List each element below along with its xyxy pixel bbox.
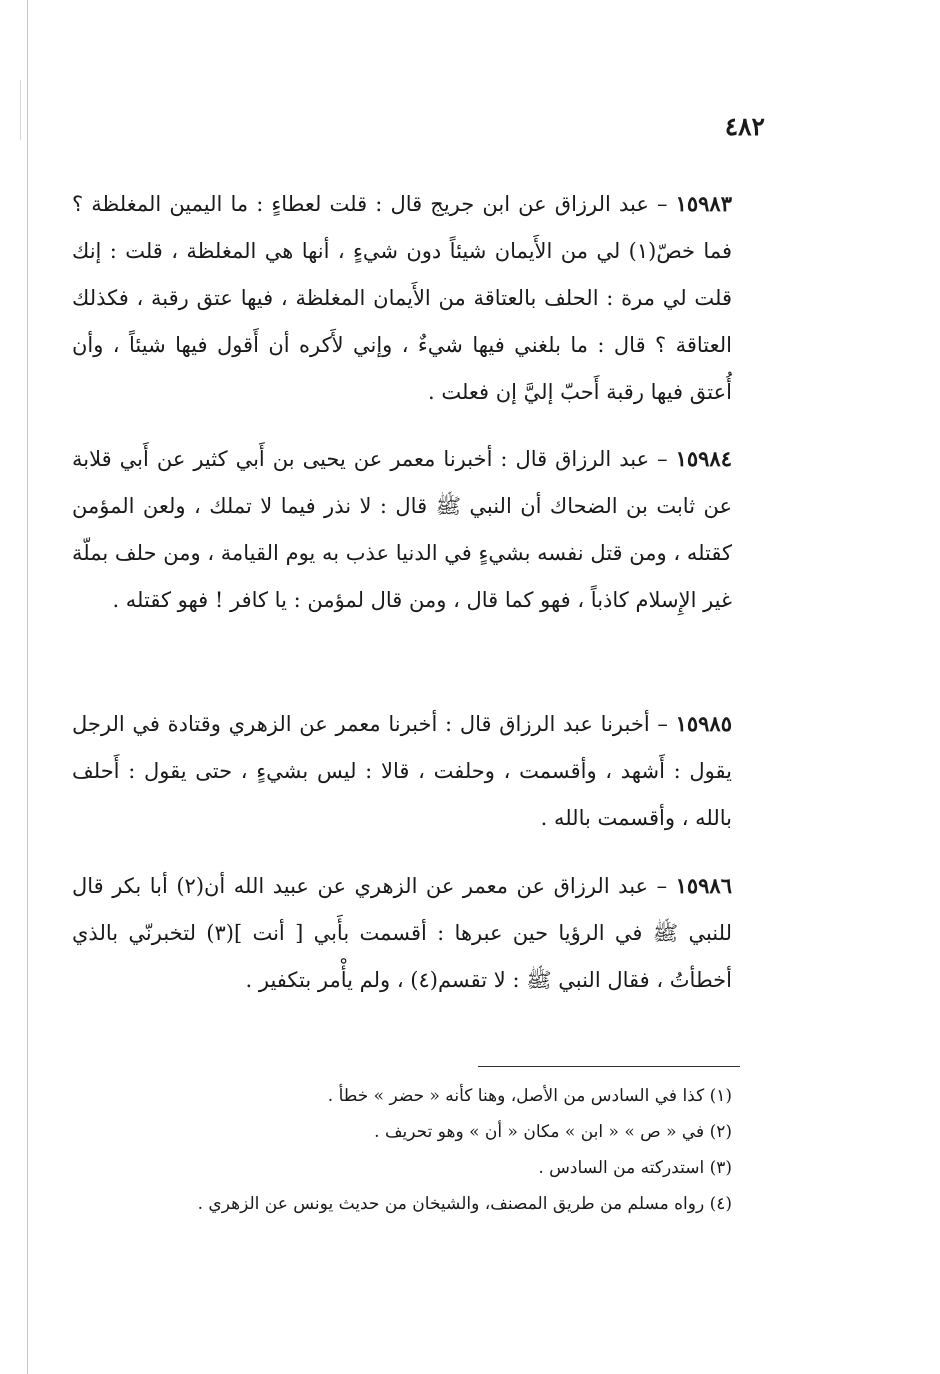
footnotes-list bbox=[90, 1078, 732, 1222]
footnote-item: (٤) رواه مسلم من طريق المصنف، والشيخان من حديث يونس عن الزهري . bbox=[197, 1194, 732, 1214]
hadith-entry-15985 bbox=[72, 700, 732, 842]
entry-number: ١٥٩٨٥ bbox=[675, 711, 732, 736]
entry-text: – عبد الرزاق عن معمر عن الزهري عن عبيد الله أن(٢) أبا بكر قال للنبي ﷺ في الرؤيا حين عبرها : أقسمت بأَبي [ أنت ](٣) لتخبرنّي بالذي أخطأتُ ، فقال النبي ﷺ : لا تقسم(٤) ، ولم يأْمر بتكفير . bbox=[72, 874, 732, 992]
hadith-entry-15983 bbox=[72, 180, 732, 416]
page-number: ٤٨٢ bbox=[724, 112, 765, 141]
entry-text: – أخبرنا عبد الرزاق قال : أخبرنا معمر عن الزهري وقتادة في الرجل يقول : أَشهد ، وأقسمت ، وحلفت ، قالا : ليس بشيءٍ ، حتى يقول : أَحلف بالله ، وأقسمت بالله . bbox=[72, 712, 732, 830]
footnote-item: (٢) في « ص » « ابن » مكان « أن » وهو تحريف . bbox=[374, 1122, 732, 1142]
entry-number: ١٥٩٨٤ bbox=[675, 446, 732, 471]
entry-number: ١٥٩٨٦ bbox=[675, 873, 732, 898]
footnote-item: (١) كذا في السادس من الأصل، وهنا كأنه « حضر » خطأ . bbox=[327, 1086, 732, 1106]
hadith-entry-15986 bbox=[72, 862, 732, 1004]
entry-text: – عبد الرزاق قال : أخبرنا معمر عن يحيى بن أَبي كثير عن أَبي قلابة عن ثابت بن الضحاك أن النبي ﷺ قال : لا نذر فيما لا تملك ، ولعن المؤمن كقتله ، ومن قتل نفسه بشيءٍ في الدنيا عذب به يوم القيامة ، ومن حلف بملّة غير الإِسلام كاذباً ، فهو كما قال ، ومن قال لمؤمن : يا كافر ! فهو كقتله . bbox=[72, 447, 732, 612]
hadith-entry-15984 bbox=[72, 435, 732, 624]
entry-number: ١٥٩٨٣ bbox=[675, 191, 732, 216]
page-gutter-line bbox=[27, 0, 28, 1374]
footnote-item: (٣) استدركته من السادس . bbox=[538, 1158, 732, 1178]
footnote-divider bbox=[478, 1066, 740, 1067]
entry-text: – عبد الرزاق عن ابن جريج قال : قلت لعطاءٍ : ما اليمين المغلظة ؟ فما خصّ(١) لي من الأَيمان شيئاً دون شيءٍ ، أنها هي المغلظة ، قلت : إنك قلت لي مرة : الحلف بالعتاقة من الأَيمان المغلظة ، فيها عتق رقبة ، فكذلك العتاقة ؟ قال : ما بلغني فيها شيءٌ ، وإني لأَكره أن أَقول فيها شيئاً ، وأن أُعتق فيها رقبة أَحبّ إليَّ إن فعلت . bbox=[72, 192, 732, 404]
page-gutter-mark bbox=[20, 80, 21, 140]
